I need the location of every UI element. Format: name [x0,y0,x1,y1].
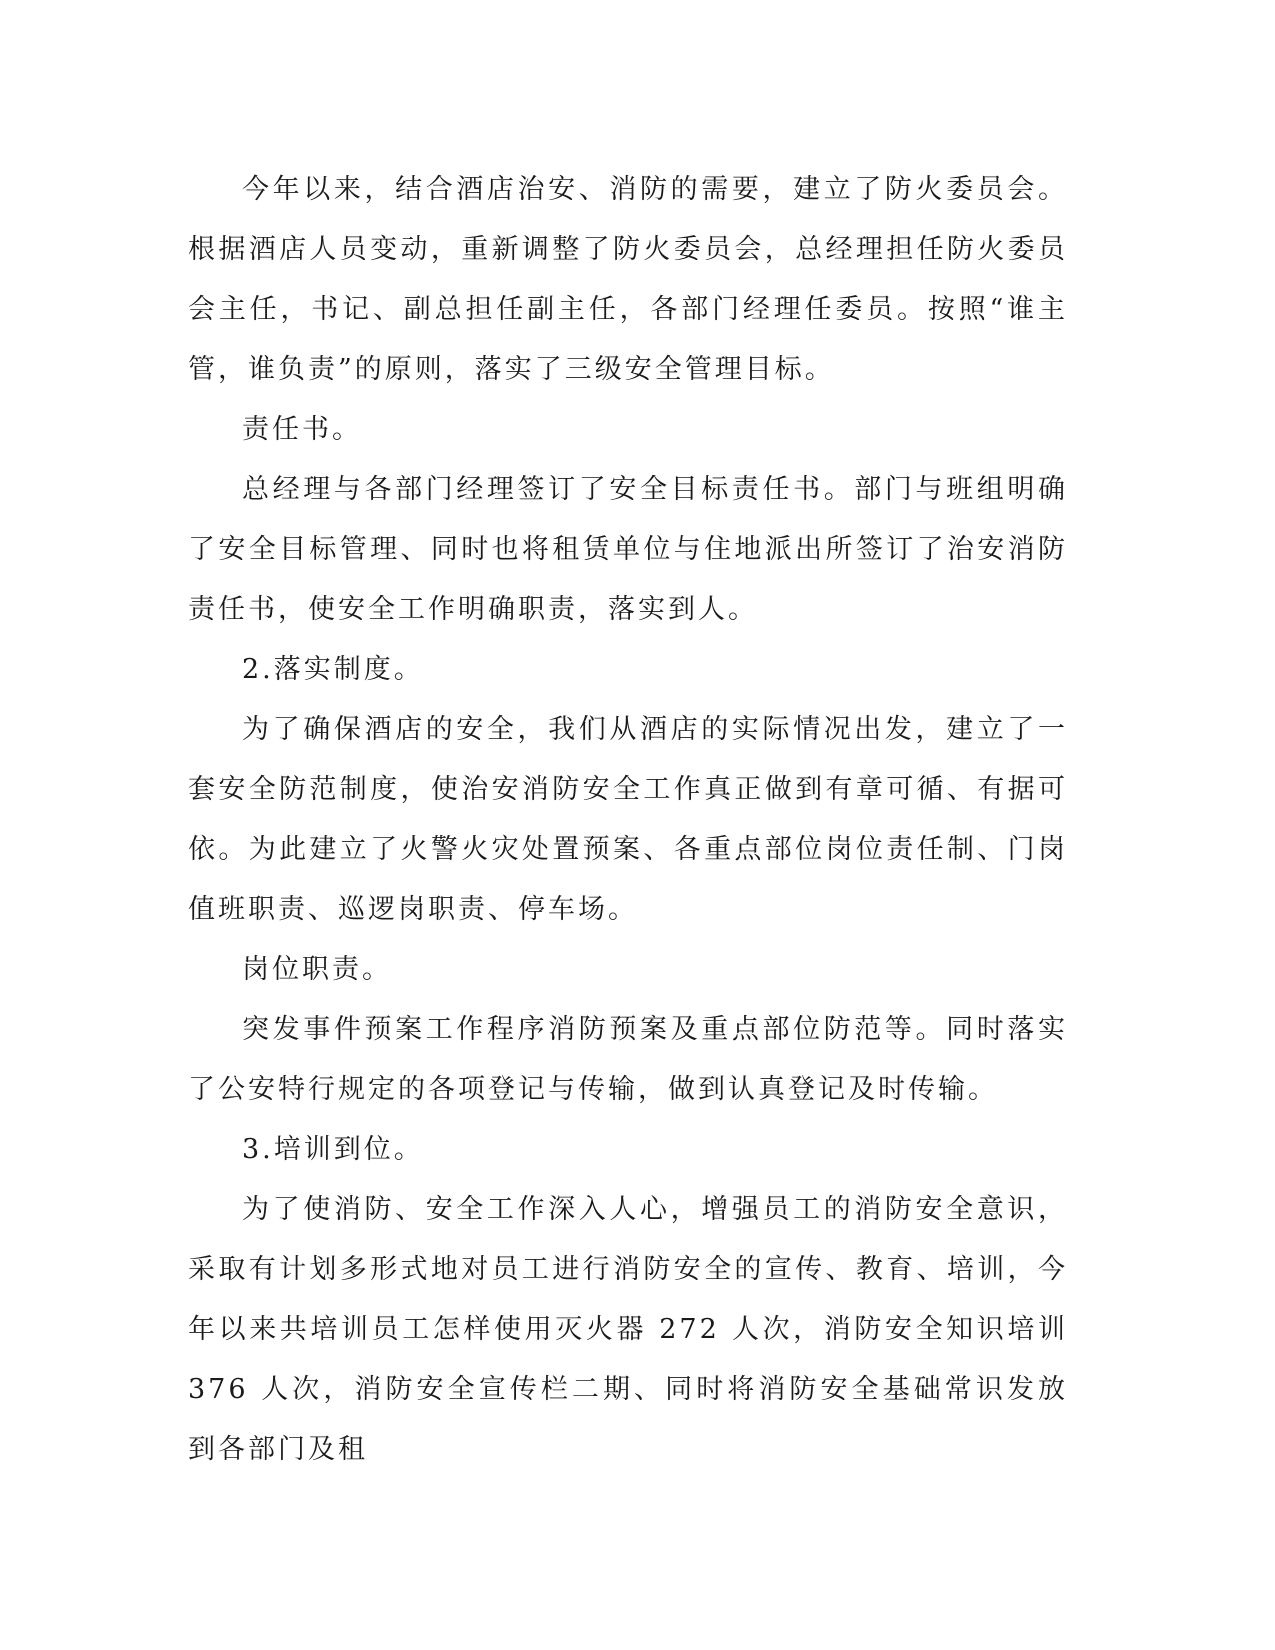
paragraph-responsibility-heading: 责任书。 [242,414,362,445]
paragraph-duties: 突发事件预案工作程序消防预案及重点部位防范等。同时落实了公安特行规定的各项登记与传输，做到认真登记及时传输。 [188,1014,1068,1105]
paragraph-committee: 今年以来，结合酒店治安、消防的需要，建立了防火委员会。根据酒店人员变动，重新调整了防火委员会，总经理担任防火委员会主任，书记、副总担任副主任，各部门经理任委员。按照“谁主管，谁负责”的原则，落实了三级安全管理目标。 [188,174,1068,385]
paragraph-training: 为了使消防、安全工作深入人心，增强员工的消防安全意识，采取有计划多形式地对员工进行消防安全的宣传、教育、培训，今年以来共培训员工怎样使用灭火器 272 人次，消防安全知识培训 376 人次，消防安全宣传栏二期、同时将消防安全基础常识发放到各部门及租 [188,1194,1068,1465]
paragraph-responsibility: 总经理与各部门经理签订了安全目标责任书。部门与班组明确了安全目标管理、同时也将租赁单位与住地派出所签订了治安消防责任书，使安全工作明确职责，落实到人。 [188,474,1068,625]
paragraph-training-heading: 3.培训到位。 [242,1134,424,1165]
document-body [188,160,1068,1480]
paragraph-system-heading: 2.落实制度。 [242,654,424,685]
paragraph-duties-heading: 岗位职责。 [242,954,392,985]
paragraph-system: 为了确保酒店的安全，我们从酒店的实际情况出发，建立了一套安全防范制度，使治安消防安全工作真正做到有章可循、有据可依。为此建立了火警火灾处置预案、各重点部位岗位责任制、门岗值班职责、巡逻岗职责、停车场。 [188,714,1068,925]
